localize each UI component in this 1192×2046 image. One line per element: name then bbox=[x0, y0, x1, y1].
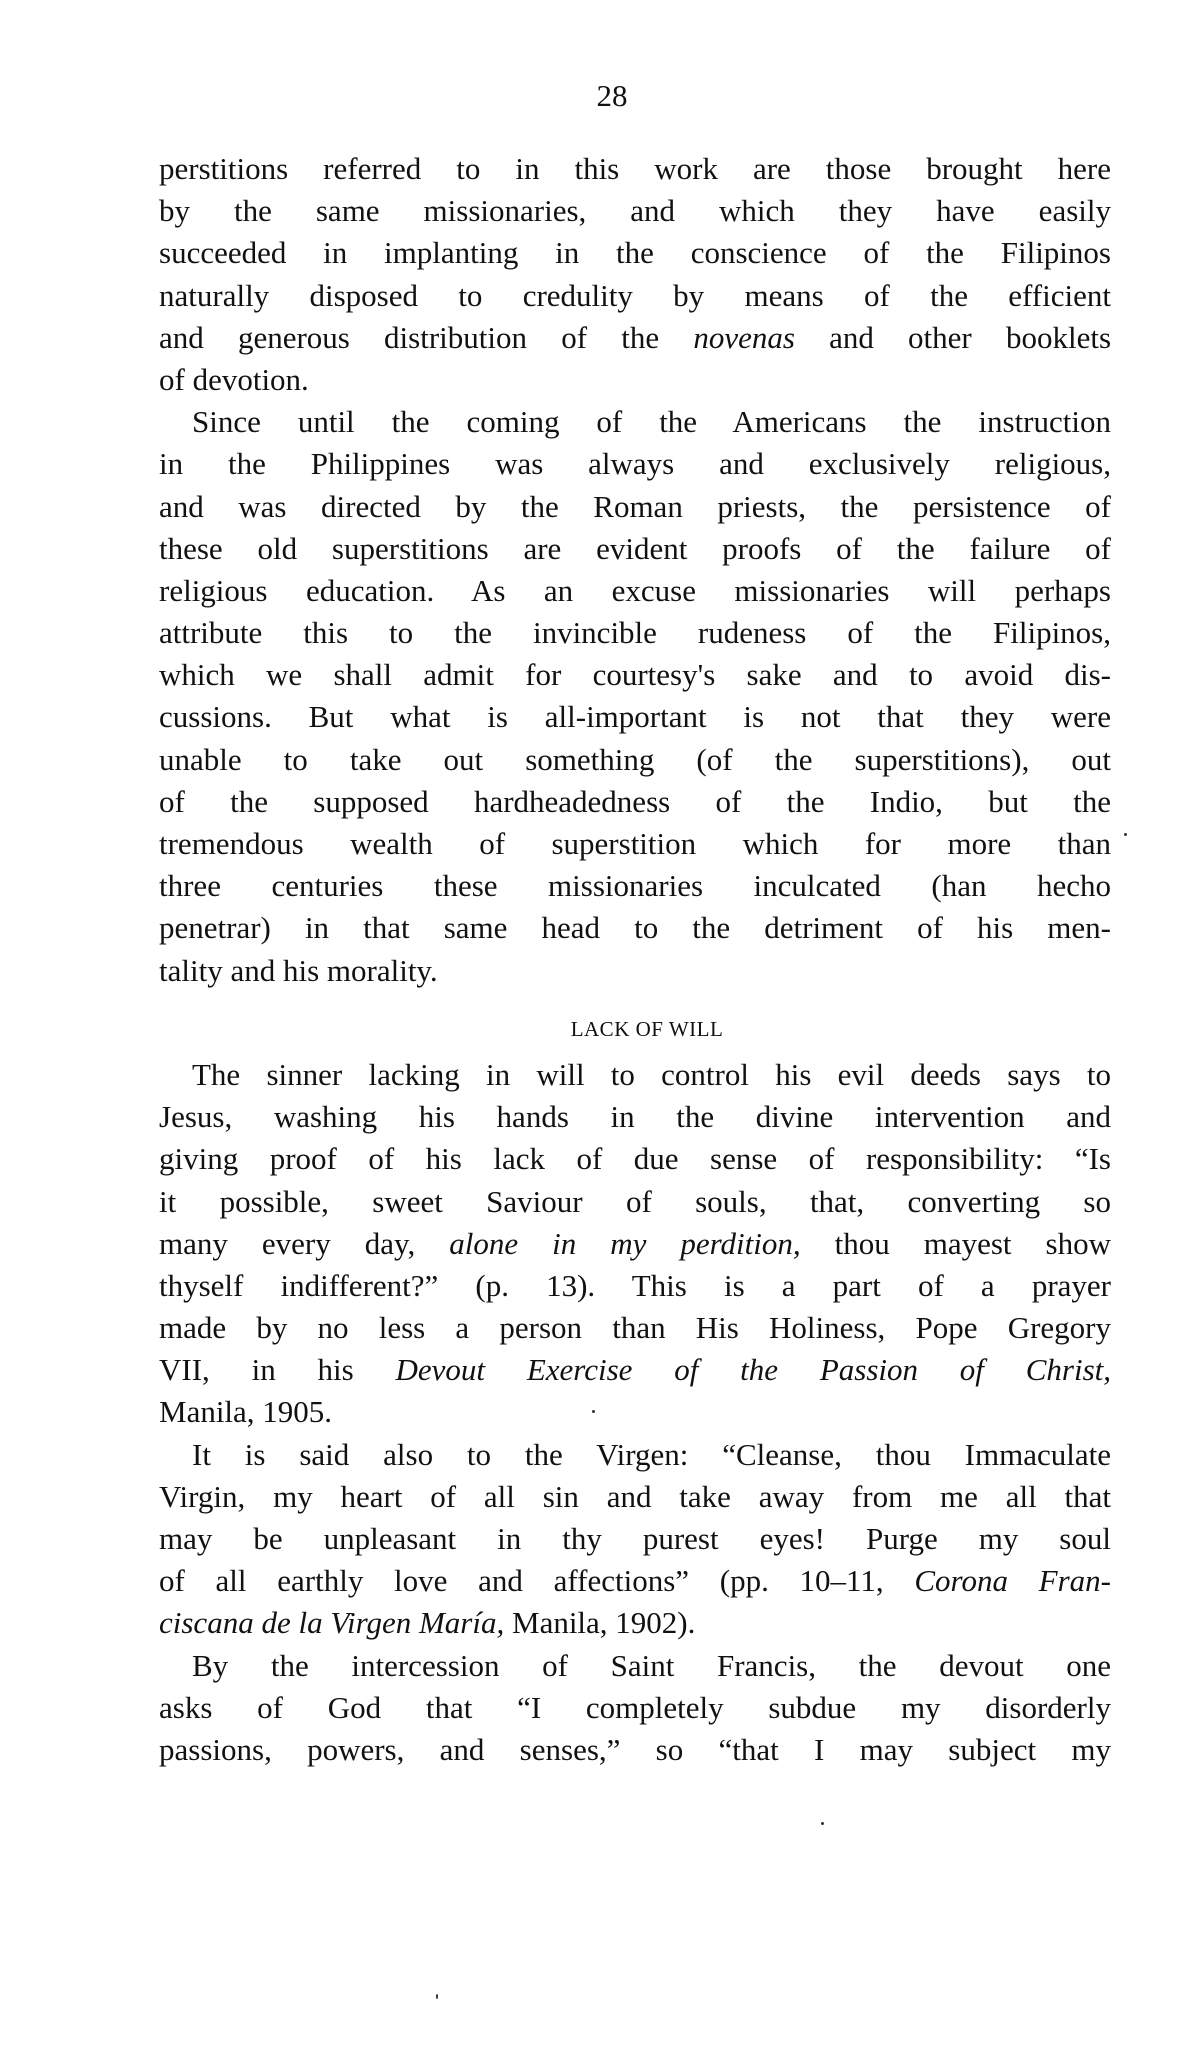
paragraph bbox=[159, 1645, 1111, 1772]
text-segment: in the Philippines was always and exclusively religious, bbox=[159, 446, 1111, 482]
text-line bbox=[159, 359, 1111, 401]
text-segment: naturally disposed to credulity by means of the efficient bbox=[159, 277, 1111, 313]
section-intro bbox=[159, 148, 1111, 992]
text-segment: and generous distribution of the bbox=[159, 319, 694, 355]
text-line bbox=[159, 275, 1111, 317]
text-segment: perstitions referred to in this work are those brought here bbox=[159, 151, 1111, 186]
text-segment: VII, in his bbox=[159, 1352, 396, 1388]
text-segment: Since until the coming of the Americans the instruction bbox=[192, 404, 1111, 440]
text-segment: attribute this to the invincible rudeness of the Filipinos, bbox=[159, 615, 1111, 651]
text-segment: By the intercession of Saint Francis, the devout one bbox=[192, 1647, 1111, 1683]
text-line bbox=[159, 907, 1111, 949]
text-line bbox=[159, 865, 1111, 907]
text-line bbox=[159, 612, 1111, 654]
text-line bbox=[159, 654, 1111, 696]
text-line bbox=[159, 1307, 1111, 1349]
text-segment: and was directed by the Roman priests, the persistence of bbox=[159, 488, 1111, 524]
paragraph bbox=[159, 148, 1111, 401]
text-segment: it possible, sweet Saviour of souls, that, converting so bbox=[159, 1183, 1111, 1219]
text-line bbox=[159, 570, 1111, 612]
text-line bbox=[159, 148, 1111, 190]
text-segment: of all earthly love and affections” (pp. 10–11, bbox=[159, 1563, 915, 1599]
text-segment: by the same missionaries, and which they have easily bbox=[159, 193, 1111, 229]
text-line bbox=[159, 696, 1111, 738]
italic-text: ciscana de la Virgen María, bbox=[159, 1605, 505, 1641]
text-segment: and other booklets bbox=[794, 319, 1112, 355]
text-segment: tality and his morality. bbox=[159, 952, 438, 988]
text-line bbox=[159, 1729, 1111, 1771]
paragraph bbox=[159, 401, 1111, 992]
text-segment: Manila, 1902). bbox=[504, 1605, 696, 1641]
paragraph bbox=[159, 1434, 1111, 1645]
text-line bbox=[159, 1602, 1111, 1644]
text-line bbox=[159, 486, 1111, 528]
text-line bbox=[159, 1476, 1111, 1518]
scan-speck bbox=[436, 1994, 438, 1999]
paragraph bbox=[159, 1054, 1111, 1434]
text-segment: made by no less a person than His Holiness, Pope Gregory bbox=[159, 1310, 1111, 1346]
text-line bbox=[159, 528, 1111, 570]
text-line bbox=[159, 1645, 1111, 1687]
italic-text: alone in my perdition, bbox=[449, 1225, 801, 1261]
text-line bbox=[159, 1349, 1111, 1391]
text-line bbox=[159, 190, 1111, 232]
text-line bbox=[159, 443, 1111, 485]
text-line bbox=[159, 401, 1111, 443]
italic-text: Corona Fran- bbox=[914, 1563, 1111, 1599]
text-segment: thyself indifferent?” (p. 13). This is a part of a prayer bbox=[159, 1267, 1111, 1303]
text-line bbox=[159, 1054, 1111, 1096]
text-line bbox=[159, 1265, 1111, 1307]
text-segment: unable to take out something (of the superstitions), out bbox=[159, 741, 1111, 777]
section-heading: LACK OF WILL bbox=[570, 1016, 724, 1041]
text-line bbox=[159, 1181, 1111, 1223]
text-segment: tremendous wealth of superstition which for more than bbox=[159, 826, 1111, 861]
text-segment: Manila, 1905. bbox=[159, 1394, 333, 1430]
text-segment: many every day, bbox=[159, 1225, 450, 1261]
page-number: 28 bbox=[596, 78, 628, 113]
body-text bbox=[159, 148, 1111, 1771]
text-segment: which we shall admit for courtesy's sake and to avoid dis- bbox=[159, 657, 1111, 693]
text-segment: penetrar) in that same head to the detriment of his men- bbox=[159, 910, 1111, 946]
scan-speck bbox=[592, 1410, 595, 1413]
text-segment: of the supposed hardheadedness of the Indio, but the bbox=[159, 783, 1111, 819]
scan-speck bbox=[821, 1822, 824, 1825]
text-line bbox=[159, 1391, 1111, 1433]
italic-text: Devout Exercise of the Passion of Christ, bbox=[395, 1352, 1112, 1388]
text-segment: thou mayest show bbox=[800, 1225, 1111, 1261]
text-line bbox=[159, 823, 1111, 865]
section-lack-of-will bbox=[159, 1054, 1111, 1771]
text-line bbox=[159, 1434, 1111, 1476]
text-line bbox=[159, 1138, 1111, 1180]
text-segment: religious education. As an excuse missionaries will perhaps bbox=[159, 572, 1111, 608]
text-segment: cussions. But what is all-important is not that they were bbox=[159, 699, 1111, 735]
text-line bbox=[159, 1223, 1111, 1265]
text-segment: three centuries these missionaries inculcated (han hecho bbox=[159, 868, 1111, 904]
text-line bbox=[159, 739, 1111, 781]
text-line bbox=[159, 1518, 1111, 1560]
text-line bbox=[159, 232, 1111, 274]
text-segment: Virgin, my heart of all sin and take away from me all that bbox=[159, 1478, 1111, 1514]
text-segment: passions, powers, and senses,” so “that I may subject my bbox=[159, 1731, 1111, 1767]
text-segment: asks of God that “I completely subdue my disorderly bbox=[159, 1689, 1111, 1725]
text-segment: of devotion. bbox=[159, 361, 309, 397]
text-line bbox=[159, 1096, 1111, 1138]
text-line bbox=[159, 950, 1111, 992]
text-line bbox=[159, 1687, 1111, 1729]
text-segment: The sinner lacking in will to control his evil deeds says to bbox=[192, 1056, 1111, 1092]
text-line bbox=[159, 781, 1111, 823]
text-line bbox=[159, 1560, 1111, 1602]
italic-text: novenas bbox=[693, 319, 795, 355]
scan-speck bbox=[1124, 833, 1127, 836]
text-line bbox=[159, 317, 1111, 359]
text-segment: succeeded in implanting in the conscience of the Filipinos bbox=[159, 235, 1111, 271]
text-segment: may be unpleasant in thy purest eyes! Purge my soul bbox=[159, 1521, 1111, 1556]
text-segment: It is said also to the Virgen: “Cleanse, thou Immaculate bbox=[192, 1436, 1111, 1472]
text-segment: these old superstitions are evident proofs of the failure of bbox=[159, 530, 1111, 566]
text-segment: giving proof of his lack of due sense of responsibility: “Is bbox=[159, 1141, 1111, 1177]
text-segment: Jesus, washing his hands in the divine intervention and bbox=[159, 1099, 1111, 1135]
